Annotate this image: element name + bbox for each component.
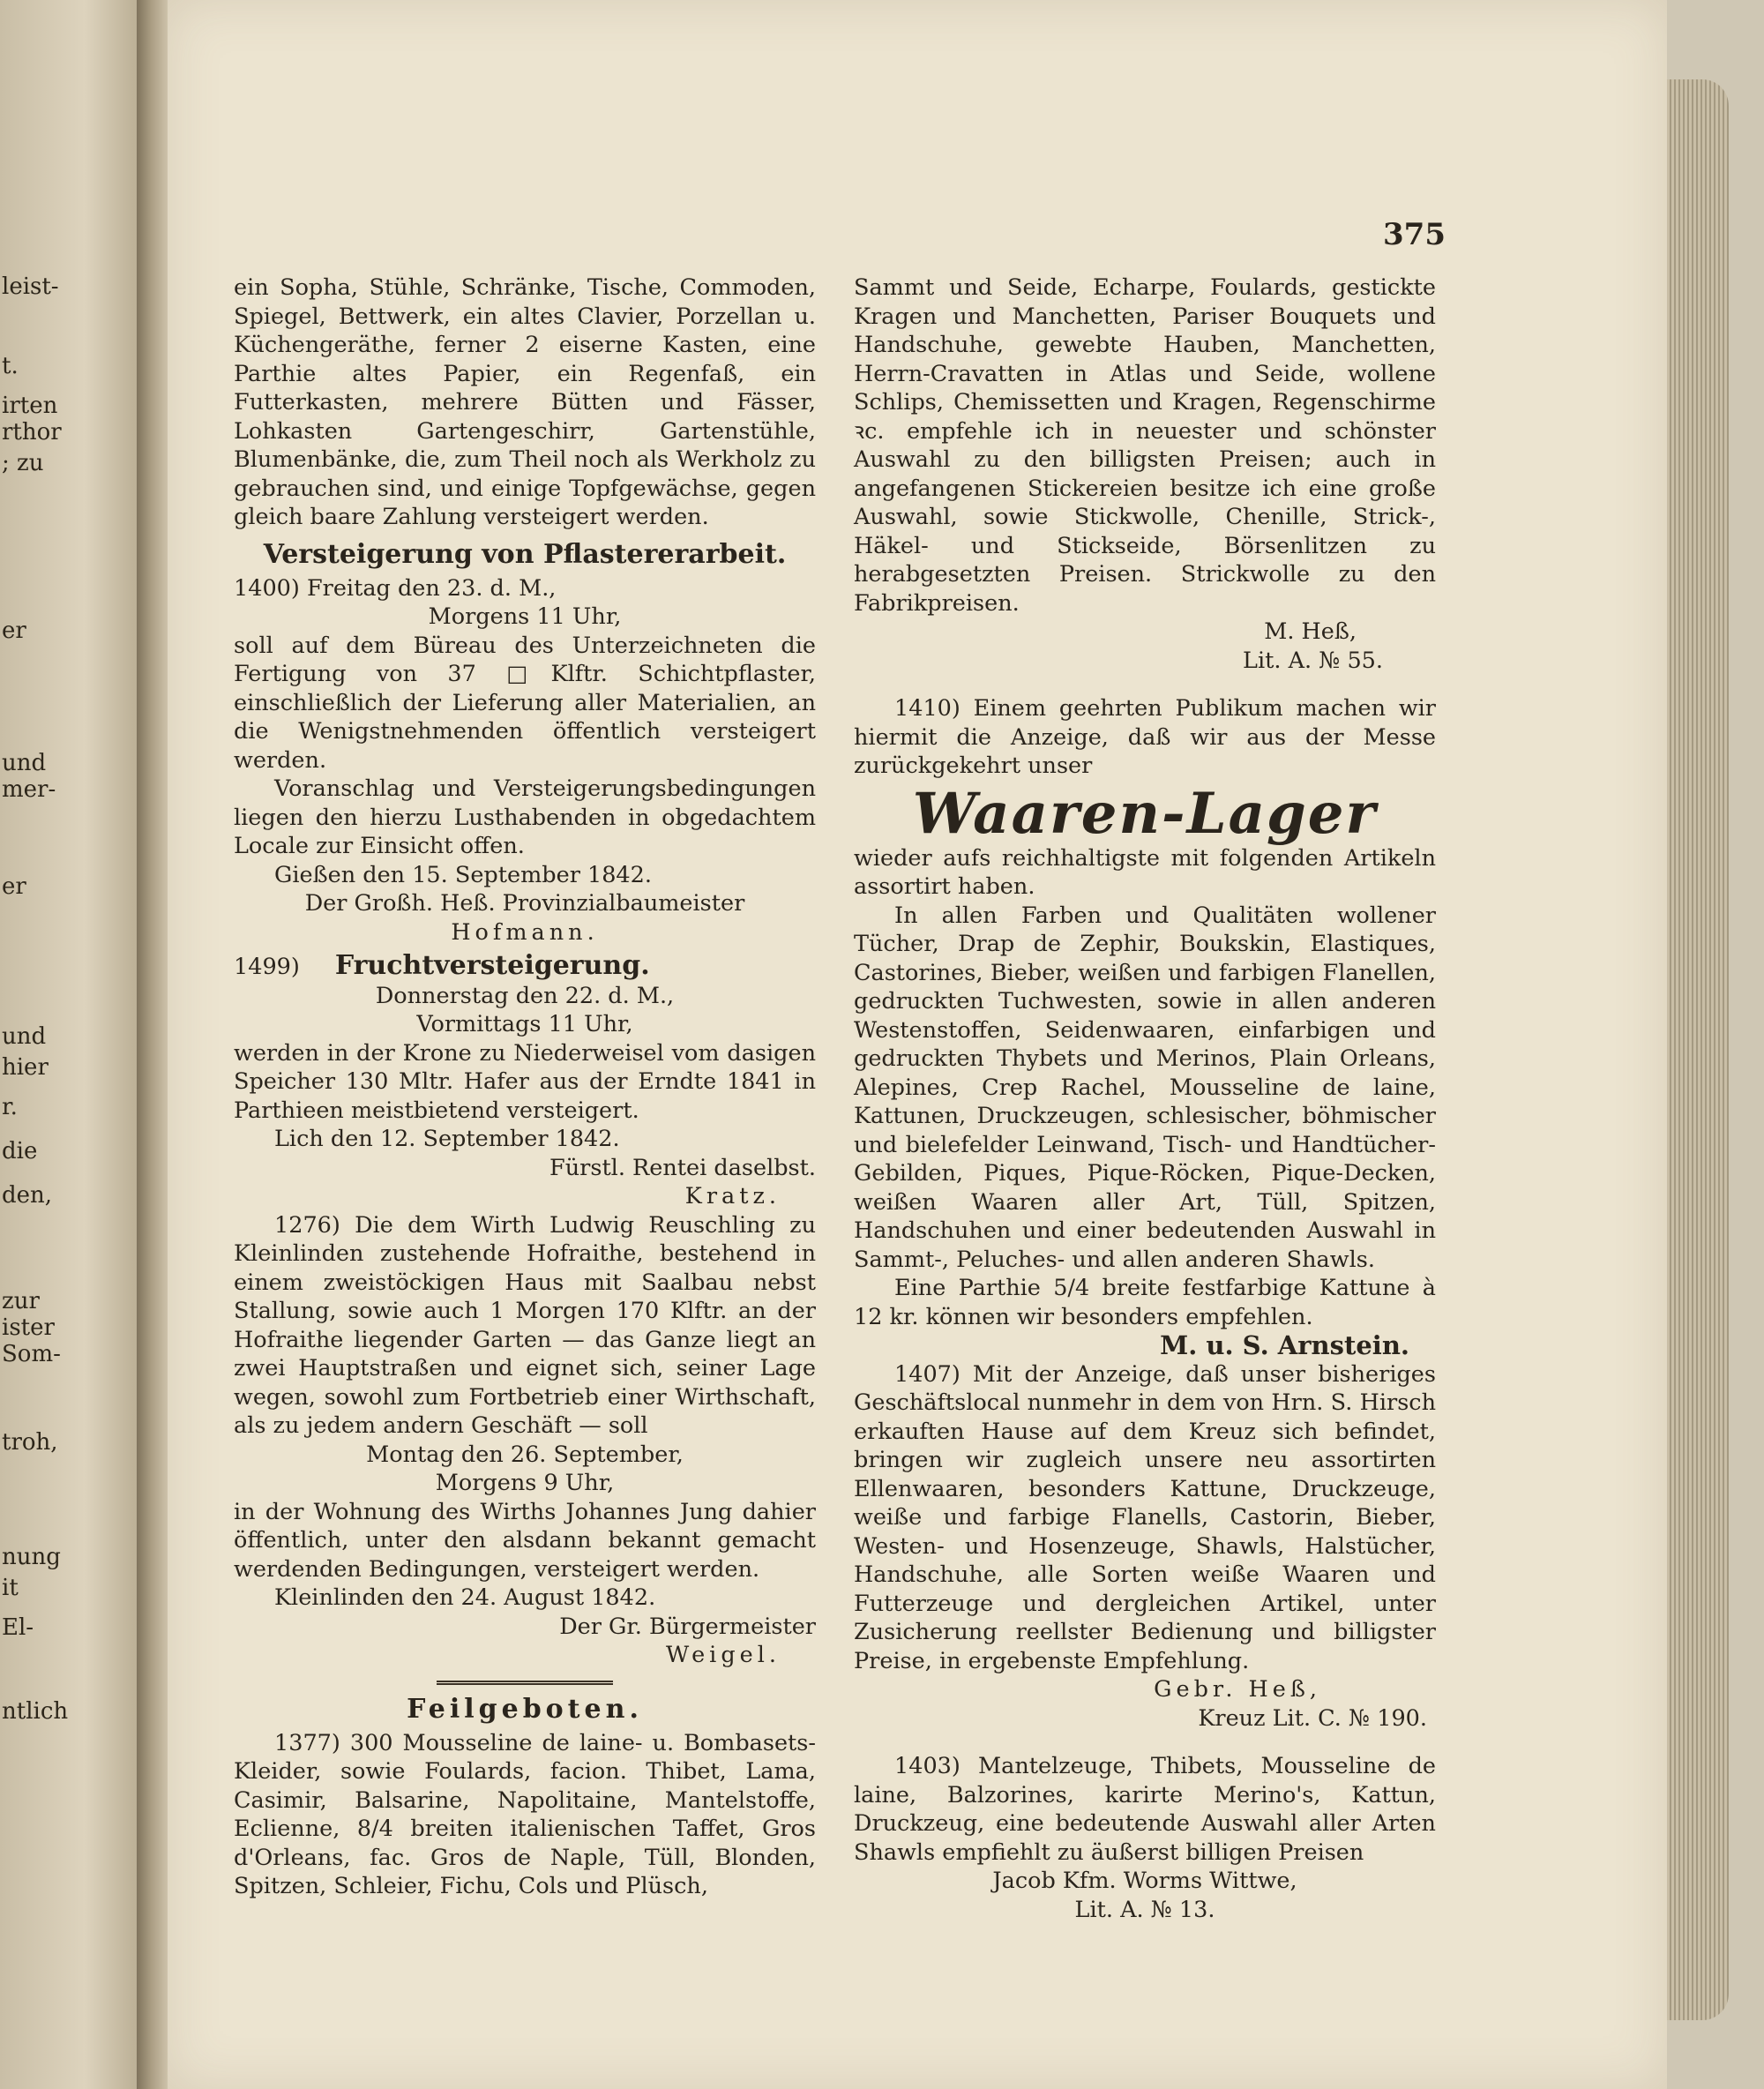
ad-body: wieder aufs reichhaltigste mit folgenden Artikeln assortirt haben. <box>854 844 1436 900</box>
column-left <box>234 273 816 1901</box>
left-page-fragment: ; zu <box>2 450 44 476</box>
ad-signature-name: Kratz. <box>684 1183 781 1209</box>
ad-signature: Der Großh. Heß. Provinzialbaumeister <box>304 890 745 917</box>
left-page-fragment: er <box>2 618 26 644</box>
left-page-fragment: den, <box>2 1182 53 1209</box>
spacer <box>854 675 1436 694</box>
intro-paragraph: Sammt und Seide, Echarpe, Foulards, gestickte Kragen und Manchetten, Pariser Bouquets und Handschuhe, gewebte Hauben, Manchetten, Herrn-Cravatten in Atlas und Seide, wollene Schlips, Chemissetten und Kragen, Regenschirme ꝛc. empfehle ich in neuester und schönster Auswahl zu den billigsten Preisen; auch in angefangenen Stickereien besitze ich eine große Auswahl, sowie Stickwolle, Chenille, Strick-, Häkel- und Stickseide, Börsenlitzen zu herabgesetzten Preisen. Strickwolle zu den Fabrikpreisen. <box>854 274 1436 617</box>
intro-paragraph: ein Sopha, Stühle, Schränke, Tische, Commoden, Spiegel, Bettwerk, ein altes Clavier, Porzellan u. Küchengeräthe, ferner 2 eiserne Kasten, eine Parthie altes Papier, ein Regenfaß, ein Futterkasten, mehrere Bütten und Fässer, Lohkasten Gartengeschirr, Gartenstühle, Blumenbänke, die, zum Theil noch als Werkholz zu gebrauchen sind, und einige Topfgewächse, gegen gleich baare Zahlung versteigert werden. <box>234 274 816 530</box>
section-title: Fruchtversteigerung. <box>334 950 650 981</box>
ad-signature: Der Gr. Bürgermeister <box>559 1613 816 1640</box>
ad-body: 1410) Einem geehrten Publikum machen wir hiermit die Anzeige, daß wir aus der Messe zurückgekehrt unser <box>854 695 1436 779</box>
ad-body: In allen Farben und Qualitäten wollener Tücher, Drap de Zephir, Boukskin, Elastiques, Castorines, Bieber, weißen und farbigen Flanellen, gedruckten Tuchwesten, sowie in allen anderen Westenstoffen, Seidenwaaren, einfarbigen und gedruckten Thybets und Merinos, Plain Orleans, Alepines, Crep Rachel, Mousseline de laine, Kattunen, Druckzeugen, schlesischer, böhmischer und bielefelder Leinwand, Tisch- und Handtücher-Gebilden, Piques, Pique-Röcken, Pique-Decken, weißen Waaren aller Art, Tüll, Spitzen, Handschuhen und einer bedeutenden Auswahl in Sammt-, Peluches- und allen anderen Shawls. <box>854 902 1436 1273</box>
ad-signature-address: Lit. A. № 55. <box>1243 647 1383 674</box>
ad-line: Vormittags 11 Uhr, <box>416 1011 633 1037</box>
spacer <box>854 1733 1436 1752</box>
ad-body: werden in der Krone zu Niederweisel vom dasigen Speicher 130 Mltr. Hafer aus der Erndte 1841 in Parthieen meistbietend versteigert. <box>234 1039 816 1124</box>
ad-body: soll auf dem Büreau des Unterzeichneten die Fertigung von 37 □Klftr. Schichtpflaster, einschließlich der Lieferung aller Materialien, an die Wenigstnehmenden öffentlich versteigert werden. <box>234 632 816 774</box>
ad-signature: M. Heß, <box>1264 618 1357 645</box>
ad-line: Morgens 11 Uhr, <box>428 603 622 630</box>
left-page-fragment: die <box>2 1138 38 1164</box>
left-page-fragment: leist- <box>2 273 59 300</box>
ad-signature: M. u. S. Arnstein. <box>1160 1330 1409 1360</box>
left-page-fragment: rthor <box>2 419 62 446</box>
ad-body: 1407) Mit der Anzeige, daß unser bisheriges Geschäftslocal nunmehr in dem von Hrn. S. Hirsch erkauften Hause auf dem Kreuz sich befindet, bringen wir zugleich unsere neu assortirten Ellenwaaren, besonders Kattune, Druckzeuge, weiße und farbige Flanells, Castorin, Bieber, Westen- und Hosenzeuge, Shawls, Halstücher, Handschuhe, alle Sorten weiße Waaren und Futterzeuge und dergleichen Artikel, unter Zusicherung reellster Bedienung und billigster Preise, in ergebenste Empfehlung. <box>854 1360 1436 1674</box>
ad-line: Morgens 9 Uhr, <box>435 1470 615 1496</box>
ad-body: 1403) Mantelzeuge, Thibets, Mousseline de laine, Balzorines, karirte Merino's, Kattun, Druckzeug, eine bedeutende Auswahl aller Arten Shawls empfiehlt zu äußerst billigen Preisen <box>854 1753 1436 1866</box>
ad-body: 1276) Die dem Wirth Ludwig Reuschling zu Kleinlinden zustehende Hofraithe, bestehend in einem zweistöckigen Haus mit Saalbau nebst Stallung, sowie auch 1 Morgen 170 Klftr. an der Hofraithe liegender Garten — das Ganze liegt an zwei Hauptstraßen und eignet sich, seiner Lage wegen, sowohl zum Fortbetrieb einer Wirthschaft, als zu jedem andern Geschäft — soll <box>234 1211 816 1439</box>
ad-body: 1377) 300 Mousseline de laine- u. Bombasets-Kleider, sowie Foulards, facion. Thibet, Lama, Casimir, Balsarine, Napolitaine, Mantelstoffe, Eclienne, 8/4 breiten italienischen Taffet, Gros d'Orleans, fac. Gros de Naple, Tüll, Blonden, Spitzen, Schleier, Fichu, Cols und Plüsch, <box>234 1729 816 1899</box>
page-edges <box>1658 79 1729 2020</box>
left-page-fragment: ister <box>2 1314 55 1341</box>
left-page-fragment: er <box>2 873 26 900</box>
ad-signature: Gebr. Heß, <box>1154 1676 1321 1703</box>
left-page-fragment: zur <box>2 1288 40 1314</box>
ad-headline: Waaren-Lager <box>912 780 1378 847</box>
page-number: 375 <box>1383 217 1446 252</box>
left-page-edge <box>0 0 141 2089</box>
ad-line: Donnerstag den 22. d. M., <box>375 982 675 1009</box>
left-page-fragment: irten <box>2 393 58 419</box>
left-page-fragment: und <box>2 1023 47 1050</box>
ad-line: Montag den 26. September, <box>366 1441 684 1468</box>
left-page-fragment: t. <box>2 353 19 379</box>
ad-number: 1499) <box>234 954 300 980</box>
ad-date: Gießen den 15. September 1842. <box>274 861 652 888</box>
ad-signature: Fürstl. Rentei daselbst. <box>549 1154 816 1181</box>
left-page-fragment: nung <box>2 1544 61 1570</box>
left-page-fragment: Som- <box>2 1341 61 1367</box>
left-page-fragment: El- <box>2 1614 34 1641</box>
ad-date: Lich den 12. September 1842. <box>274 1126 620 1152</box>
ad-line: 1400) Freitag den 23. d. M., <box>234 574 557 602</box>
left-page-fragment: ntlich <box>2 1698 69 1725</box>
section-divider <box>437 1681 613 1685</box>
ad-signature-name: Weigel. <box>665 1642 781 1668</box>
left-page-fragment: troh, <box>2 1429 58 1456</box>
left-page-fragment: it <box>2 1575 19 1601</box>
ad-body: in der Wohnung des Wirths Johannes Jung dahier öffentlich, unter den alsdann bekannt gemacht werdenden Bedingungen, versteigert werden. <box>234 1498 816 1583</box>
section-header-row <box>234 952 816 982</box>
left-page-fragment: r. <box>2 1094 18 1120</box>
ad-body: Voranschlag und Versteigerungsbedingungen liegen den hierzu Lusthabenden in obgedachtem Locale zur Einsicht offen. <box>234 775 816 859</box>
ad-date: Kleinlinden den 24. August 1842. <box>274 1584 656 1611</box>
left-page-fragment: mer- <box>2 776 56 803</box>
section-title: Versteigerung von Pflastererarbeit. <box>263 538 787 570</box>
ad-body: Eine Parthie 5/4 breite festfarbige Kattune à 12 kr. können wir besonders empfehlen. <box>854 1275 1436 1330</box>
book-gutter <box>137 0 172 2089</box>
left-page-fragment: und <box>2 750 47 776</box>
ad-signature-name: Hofmann. <box>451 918 599 946</box>
section-title: Feilgeboten. <box>407 1693 643 1725</box>
ad-signature: Jacob Kfm. Worms Wittwe, <box>992 1868 1297 1894</box>
ad-signature-address: Kreuz Lit. C. № 190. <box>1198 1704 1427 1732</box>
left-page-fragment: hier <box>2 1054 49 1081</box>
ad-signature-address: Lit. A. № 13. <box>1074 1896 1215 1923</box>
column-right <box>854 273 1436 1924</box>
